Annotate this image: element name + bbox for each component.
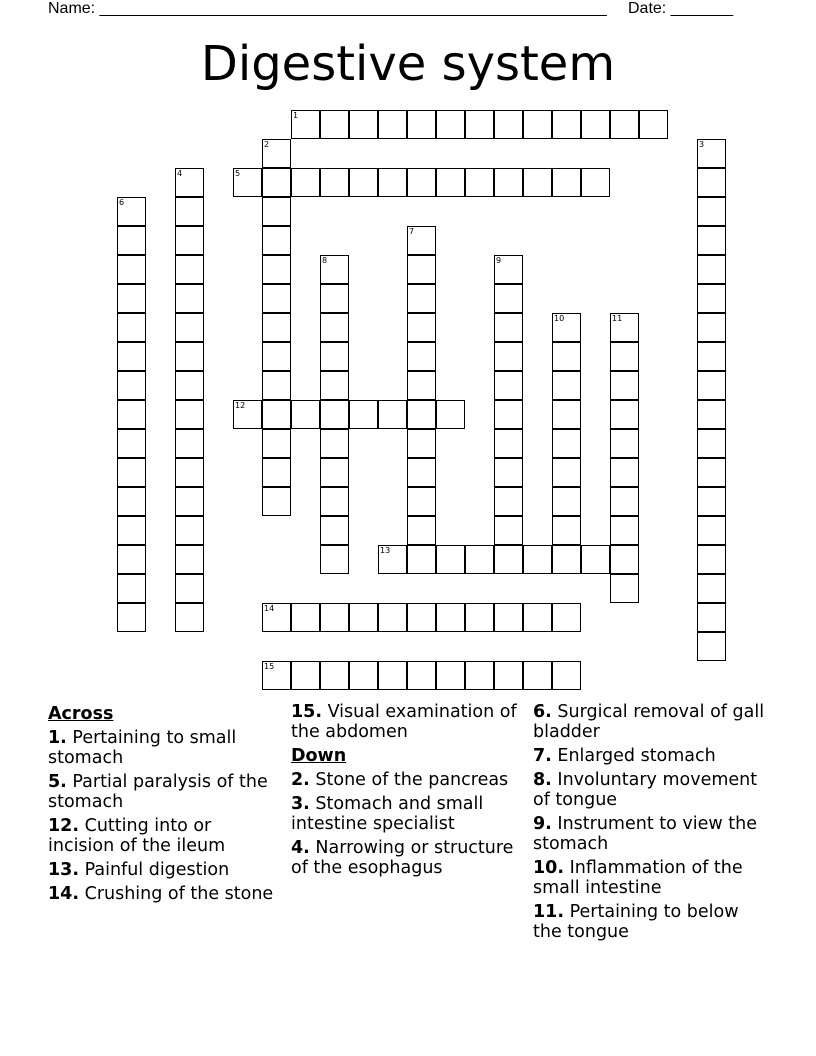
grid-cell[interactable] xyxy=(552,516,581,545)
grid-cell[interactable] xyxy=(378,110,407,139)
grid-cell[interactable] xyxy=(494,661,523,690)
grid-cell[interactable] xyxy=(697,284,726,313)
grid-cell[interactable] xyxy=(320,400,349,429)
clue-number: 11 xyxy=(612,314,623,323)
grid-cell[interactable] xyxy=(291,661,320,690)
clue-number: 7 xyxy=(409,227,415,236)
grid-cell[interactable] xyxy=(117,400,146,429)
grid-cell[interactable] xyxy=(610,342,639,371)
grid-cell[interactable] xyxy=(407,342,436,371)
grid-cell[interactable] xyxy=(320,661,349,690)
grid-cell[interactable] xyxy=(639,110,668,139)
grid-cell[interactable] xyxy=(349,603,378,632)
grid-cell[interactable] xyxy=(581,110,610,139)
grid-cell[interactable] xyxy=(494,545,523,574)
grid-cell[interactable] xyxy=(262,284,291,313)
grid-cell[interactable] xyxy=(697,516,726,545)
clue-number: 6 xyxy=(119,198,125,207)
grid-cell[interactable] xyxy=(117,226,146,255)
grid-cell[interactable] xyxy=(175,168,204,197)
grid-cell[interactable] xyxy=(320,255,349,284)
grid-cell[interactable] xyxy=(117,371,146,400)
clue-down-11: 11. Pertaining to below the tongue xyxy=(533,902,739,942)
grid-cell[interactable] xyxy=(465,110,494,139)
grid-cell[interactable] xyxy=(552,487,581,516)
grid-cell[interactable] xyxy=(697,139,726,168)
grid-cell[interactable] xyxy=(494,313,523,342)
grid-cell[interactable] xyxy=(407,371,436,400)
grid-cell[interactable] xyxy=(610,545,639,574)
grid-cell[interactable] xyxy=(262,168,291,197)
clue-across-13: 13. Painful digestion xyxy=(48,860,230,880)
grid-cell[interactable] xyxy=(697,197,726,226)
grid-cell[interactable] xyxy=(407,545,436,574)
grid-cell[interactable] xyxy=(407,458,436,487)
grid-cell[interactable] xyxy=(378,603,407,632)
grid-cell[interactable] xyxy=(436,168,465,197)
clue-down-9: 9. Instrument to view the stomach xyxy=(533,814,757,854)
grid-cell[interactable] xyxy=(117,487,146,516)
clue-down-4: 4. Narrowing or structure of the esophagus xyxy=(291,838,514,878)
grid-cell[interactable] xyxy=(552,603,581,632)
grid-cell[interactable] xyxy=(697,458,726,487)
grid-cell[interactable] xyxy=(494,603,523,632)
clue-number: 1 xyxy=(293,111,299,120)
clues-column-2 xyxy=(291,702,523,882)
clue-number: 15 xyxy=(264,662,275,671)
grid-cell[interactable] xyxy=(320,168,349,197)
grid-cell[interactable] xyxy=(610,371,639,400)
grid-cell[interactable] xyxy=(697,487,726,516)
grid-cell[interactable] xyxy=(378,400,407,429)
grid-cell[interactable] xyxy=(320,458,349,487)
grid-cell[interactable] xyxy=(175,255,204,284)
grid-cell[interactable] xyxy=(610,516,639,545)
grid-cell[interactable] xyxy=(291,603,320,632)
grid-cell[interactable] xyxy=(465,168,494,197)
grid-cell[interactable] xyxy=(697,400,726,429)
clue-down-6: 6. Surgical removal of gall bladder xyxy=(533,702,765,742)
grid-cell[interactable] xyxy=(523,545,552,574)
clue-across-5: 5. Partial paralysis of the stomach xyxy=(48,772,268,812)
grid-cell[interactable] xyxy=(175,458,204,487)
grid-cell[interactable] xyxy=(494,458,523,487)
grid-cell[interactable] xyxy=(233,400,262,429)
grid-cell[interactable] xyxy=(494,487,523,516)
grid-cell[interactable] xyxy=(291,400,320,429)
grid-cell[interactable] xyxy=(320,110,349,139)
grid-cell[interactable] xyxy=(436,110,465,139)
clue-number: 13 xyxy=(380,546,391,555)
grid-cell[interactable] xyxy=(407,487,436,516)
grid-cell[interactable] xyxy=(262,313,291,342)
grid-cell[interactable] xyxy=(552,371,581,400)
clues-column-1 xyxy=(48,702,280,908)
grid-cell[interactable] xyxy=(378,545,407,574)
grid-cell[interactable] xyxy=(610,574,639,603)
grid-cell[interactable] xyxy=(262,255,291,284)
grid-cell[interactable] xyxy=(436,603,465,632)
grid-cell[interactable] xyxy=(697,632,726,661)
grid-cell[interactable] xyxy=(552,168,581,197)
grid-cell[interactable] xyxy=(175,342,204,371)
grid-cell[interactable] xyxy=(407,284,436,313)
grid-cell[interactable] xyxy=(349,168,378,197)
grid-cell[interactable] xyxy=(117,197,146,226)
grid-cell[interactable] xyxy=(610,458,639,487)
grid-cell[interactable] xyxy=(117,545,146,574)
grid-cell[interactable] xyxy=(494,400,523,429)
grid-cell[interactable] xyxy=(552,400,581,429)
grid-cell[interactable] xyxy=(117,574,146,603)
clue-number: 5 xyxy=(235,169,241,178)
grid-cell[interactable] xyxy=(117,516,146,545)
grid-cell[interactable] xyxy=(349,400,378,429)
grid-cell[interactable] xyxy=(610,487,639,516)
grid-cell[interactable] xyxy=(581,545,610,574)
clue-number: 4 xyxy=(177,169,183,178)
across-heading: Across xyxy=(48,704,114,724)
grid-cell[interactable] xyxy=(320,487,349,516)
clue-across-1: 1. Pertaining to small stomach xyxy=(48,728,237,768)
grid-cell[interactable] xyxy=(697,603,726,632)
grid-cell[interactable] xyxy=(262,400,291,429)
grid-cell[interactable] xyxy=(407,400,436,429)
grid-cell[interactable] xyxy=(407,168,436,197)
grid-cell[interactable] xyxy=(610,400,639,429)
grid-cell[interactable] xyxy=(523,661,552,690)
grid-cell[interactable] xyxy=(117,313,146,342)
grid-cell[interactable] xyxy=(697,545,726,574)
grid-cell[interactable] xyxy=(552,342,581,371)
grid-cell[interactable] xyxy=(233,168,262,197)
grid-cell[interactable] xyxy=(175,226,204,255)
grid-cell[interactable] xyxy=(494,371,523,400)
grid-cell[interactable] xyxy=(320,342,349,371)
grid-cell[interactable] xyxy=(697,429,726,458)
grid-cell[interactable] xyxy=(465,545,494,574)
grid-cell[interactable] xyxy=(320,284,349,313)
grid-cell[interactable] xyxy=(407,255,436,284)
grid-cell[interactable] xyxy=(262,458,291,487)
page-title: Digestive system xyxy=(200,36,616,92)
grid-cell[interactable] xyxy=(407,661,436,690)
grid-cell[interactable] xyxy=(320,313,349,342)
grid-cell[interactable] xyxy=(291,168,320,197)
grid-cell[interactable] xyxy=(523,110,552,139)
grid-cell[interactable] xyxy=(697,226,726,255)
grid-cell[interactable] xyxy=(117,255,146,284)
clue-down-7: 7. Enlarged stomach xyxy=(533,746,716,766)
grid-cell[interactable] xyxy=(175,400,204,429)
clue-number: 2 xyxy=(264,140,270,149)
grid-cell[interactable] xyxy=(407,110,436,139)
grid-cell[interactable] xyxy=(262,487,291,516)
grid-cell[interactable] xyxy=(320,603,349,632)
grid-cell[interactable] xyxy=(523,168,552,197)
grid-cell[interactable] xyxy=(175,545,204,574)
grid-cell[interactable] xyxy=(262,139,291,168)
clue-down-3: 3. Stomach and small intestine specialist xyxy=(291,794,484,834)
grid-cell[interactable] xyxy=(552,313,581,342)
grid-cell[interactable] xyxy=(117,429,146,458)
grid-cell[interactable] xyxy=(610,429,639,458)
grid-cell[interactable] xyxy=(262,429,291,458)
grid-cell[interactable] xyxy=(262,197,291,226)
grid-cell[interactable] xyxy=(697,168,726,197)
grid-cell[interactable] xyxy=(175,371,204,400)
clue-number: 8 xyxy=(322,256,328,265)
grid-cell[interactable] xyxy=(494,342,523,371)
grid-cell[interactable] xyxy=(349,110,378,139)
clue-across-15: 15. Visual examination of the abdomen xyxy=(291,702,517,742)
grid-cell[interactable] xyxy=(697,371,726,400)
grid-cell[interactable] xyxy=(407,226,436,255)
grid-cell[interactable] xyxy=(523,603,552,632)
grid-cell[interactable] xyxy=(320,545,349,574)
grid-cell[interactable] xyxy=(320,516,349,545)
grid-cell[interactable] xyxy=(262,371,291,400)
grid-cell[interactable] xyxy=(175,603,204,632)
clue-down-10: 10. Inflammation of the small intestine xyxy=(533,858,743,898)
clue-number: 14 xyxy=(264,604,275,613)
grid-cell[interactable] xyxy=(552,661,581,690)
grid-cell[interactable] xyxy=(175,516,204,545)
grid-cell[interactable] xyxy=(465,661,494,690)
grid-cell[interactable] xyxy=(494,255,523,284)
grid-cell[interactable] xyxy=(320,429,349,458)
grid-cell[interactable] xyxy=(494,516,523,545)
grid-cell[interactable] xyxy=(117,603,146,632)
clue-number: 12 xyxy=(235,401,246,410)
grid-cell[interactable] xyxy=(494,110,523,139)
grid-cell[interactable] xyxy=(175,313,204,342)
date-field[interactable]: Date: _______ xyxy=(628,0,733,17)
grid-cell[interactable] xyxy=(494,284,523,313)
grid-cell[interactable] xyxy=(697,255,726,284)
clue-number: 3 xyxy=(699,140,705,149)
clue-number: 9 xyxy=(496,256,502,265)
grid-cell[interactable] xyxy=(610,110,639,139)
grid-cell[interactable] xyxy=(320,371,349,400)
name-field[interactable]: Name: _________________________________________________________ xyxy=(48,0,607,17)
clue-down-2: 2. Stone of the pancreas xyxy=(291,770,509,790)
grid-cell[interactable] xyxy=(175,197,204,226)
grid-cell[interactable] xyxy=(175,284,204,313)
grid-cell[interactable] xyxy=(494,168,523,197)
grid-cell[interactable] xyxy=(436,545,465,574)
grid-cell[interactable] xyxy=(291,110,320,139)
grid-cell[interactable] xyxy=(552,545,581,574)
grid-cell[interactable] xyxy=(262,661,291,690)
grid-cell[interactable] xyxy=(436,400,465,429)
grid-cell[interactable] xyxy=(407,313,436,342)
grid-cell[interactable] xyxy=(407,429,436,458)
grid-cell[interactable] xyxy=(552,110,581,139)
clue-number: 10 xyxy=(554,314,565,323)
grid-cell[interactable] xyxy=(262,603,291,632)
grid-cell[interactable] xyxy=(117,342,146,371)
grid-cell[interactable] xyxy=(610,313,639,342)
grid-cell[interactable] xyxy=(552,458,581,487)
grid-cell[interactable] xyxy=(175,574,204,603)
grid-cell[interactable] xyxy=(407,603,436,632)
grid-cell[interactable] xyxy=(697,574,726,603)
clue-across-12: 12. Cutting into or incision of the ileum xyxy=(48,816,226,856)
grid-cell[interactable] xyxy=(117,284,146,313)
clue-down-8: 8. Involuntary movement of tongue xyxy=(533,770,758,810)
grid-cell[interactable] xyxy=(697,313,726,342)
down-heading: Down xyxy=(291,746,347,766)
grid-cell[interactable] xyxy=(378,168,407,197)
clues-column-3 xyxy=(533,702,765,946)
grid-cell[interactable] xyxy=(117,458,146,487)
grid-cell[interactable] xyxy=(581,168,610,197)
grid-cell[interactable] xyxy=(697,342,726,371)
grid-cell[interactable] xyxy=(175,429,204,458)
grid-cell[interactable] xyxy=(175,487,204,516)
clue-across-14: 14. Crushing of the stone xyxy=(48,884,274,904)
grid-cell[interactable] xyxy=(407,516,436,545)
grid-cell[interactable] xyxy=(349,661,378,690)
grid-cell[interactable] xyxy=(262,226,291,255)
grid-cell[interactable] xyxy=(494,429,523,458)
grid-cell[interactable] xyxy=(378,661,407,690)
grid-cell[interactable] xyxy=(436,661,465,690)
grid-cell[interactable] xyxy=(465,603,494,632)
grid-cell[interactable] xyxy=(552,429,581,458)
grid-cell[interactable] xyxy=(262,342,291,371)
